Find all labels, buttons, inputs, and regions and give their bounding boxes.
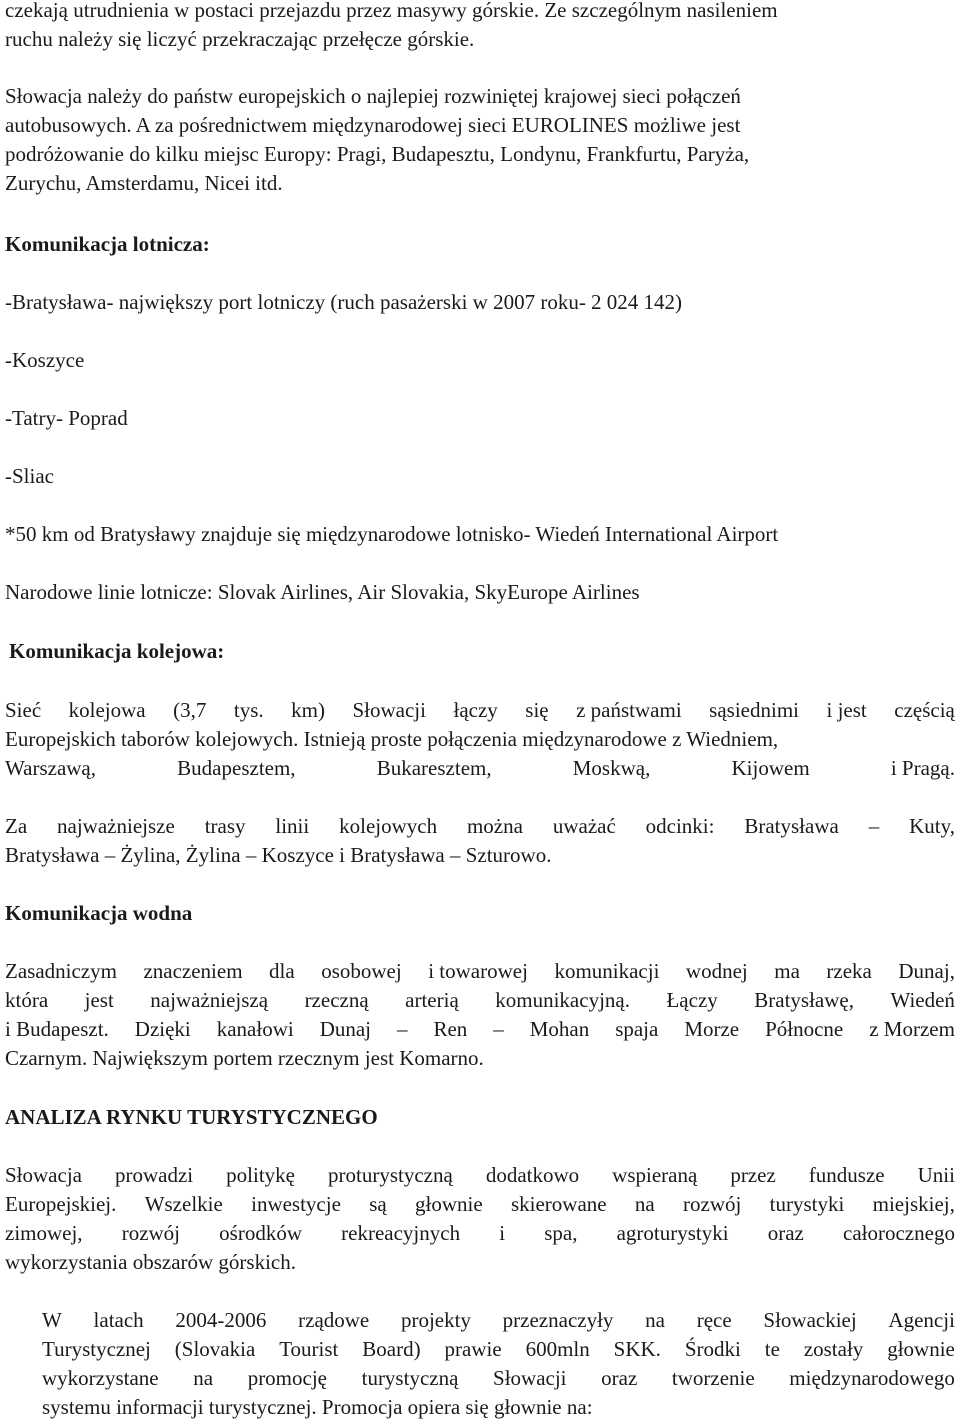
word: kolejowa	[68, 698, 146, 722]
word: Kuty,	[909, 814, 955, 838]
word: uważać	[552, 814, 616, 838]
justified-line	[42, 1306, 955, 1335]
word: na	[634, 1192, 655, 1216]
word: ma	[774, 959, 800, 983]
word: Bratysława	[744, 814, 839, 838]
justified-line	[42, 1364, 955, 1393]
paragraph-rail-network	[5, 696, 955, 783]
word: SKK.	[613, 1337, 661, 1361]
word: Za	[5, 814, 28, 838]
justified-line	[5, 1015, 955, 1044]
word: jest	[84, 988, 114, 1012]
word: zimowej,	[5, 1221, 83, 1245]
word: promocję	[247, 1366, 327, 1390]
word: z Morzem	[869, 1017, 955, 1041]
word: skierowane	[510, 1192, 607, 1216]
word: częścią	[894, 698, 955, 722]
word: i Budapeszt.	[5, 1017, 109, 1041]
word: komunikacji	[554, 959, 660, 983]
word: kolejowych	[339, 814, 438, 838]
word: tworzenie	[671, 1366, 755, 1390]
word: Morze	[684, 1017, 740, 1041]
word: –	[396, 1017, 408, 1041]
word: Słowacja	[5, 1163, 82, 1187]
word: Łączy	[666, 988, 718, 1012]
text-line: Europejskich taborów kolejowych. Istnieją proste połączenia międzynarodowe z Wiedniem,	[5, 727, 779, 751]
text-line: wykorzystania obszarów górskich.	[5, 1250, 297, 1274]
heading-water-transport: Komunikacja wodna	[5, 901, 193, 925]
justified-line	[5, 812, 955, 841]
word: Wiedeń	[890, 988, 955, 1012]
word: Kijowem	[731, 756, 810, 780]
word: turystyczną	[361, 1366, 459, 1390]
heading-rail-transport: Komunikacja kolejowa:	[9, 639, 225, 663]
word: Unii	[917, 1163, 955, 1187]
word: całorocznego	[843, 1221, 955, 1245]
word: odcinki:	[645, 814, 715, 838]
word: z państwami	[576, 698, 682, 722]
text-line: Zurychu, Amsterdamu, Nicei itd.	[5, 171, 283, 195]
word: turystyki	[769, 1192, 845, 1216]
word: przeznaczyły	[502, 1308, 614, 1332]
word: Słowackiej	[763, 1308, 857, 1332]
word: 600mln	[525, 1337, 590, 1361]
word: (3,7	[173, 698, 207, 722]
word: Dzięki	[134, 1017, 191, 1041]
paragraph-water-transport	[5, 957, 955, 1073]
word: rzeczną	[304, 988, 369, 1012]
word: fundusze	[808, 1163, 885, 1187]
text-line: systemu informacji turystycznej. Promocja opiera się głownie na:	[42, 1395, 593, 1419]
word: Turystycznej	[42, 1337, 151, 1361]
word: (Slovakia	[174, 1337, 256, 1361]
word: Bratysławę,	[754, 988, 854, 1012]
word: sąsiednimi	[709, 698, 799, 722]
word: i Pragą.	[890, 756, 955, 780]
word: Tourist	[279, 1337, 339, 1361]
justified-line	[5, 696, 955, 725]
word: projekty	[400, 1308, 471, 1332]
word: miejskiej,	[872, 1192, 955, 1216]
word: i towarowej	[428, 959, 528, 983]
text-line: ruchu należy się liczyć przekraczając przełęcze górskie.	[5, 27, 475, 51]
word: Mohan	[529, 1017, 590, 1041]
justified-line	[5, 986, 955, 1015]
justified-line	[42, 1335, 955, 1364]
list-item: *50 km od Bratysławy znajduje się międzynarodowe lotnisko- Wiedeń International Airport	[5, 522, 779, 546]
word: W	[42, 1308, 62, 1332]
word: rzeka	[826, 959, 872, 983]
word: która	[5, 988, 49, 1012]
word: prowadzi	[115, 1163, 194, 1187]
word: trasy	[204, 814, 246, 838]
word: rekreacyjnych	[341, 1221, 461, 1245]
word: agroturystyki	[616, 1221, 729, 1245]
word: rządowe	[298, 1308, 370, 1332]
text-line: czekają utrudnienia w postaci przejazdu przez masywy górskie. Ze szczególnym nasileniem	[5, 0, 778, 22]
word: politykę	[226, 1163, 295, 1187]
text-line: Bratysława – Żylina, Żylina – Koszyce i Bratysława – Szturowo.	[5, 843, 552, 867]
justified-line	[5, 754, 955, 783]
word: proturystyczną	[328, 1163, 453, 1187]
text-line: Słowacja należy do państw europejskich o najlepiej rozwiniętej krajowej sieci połączeń	[5, 84, 741, 108]
text-line: Czarnym. Największym portem rzecznym jest Komarno.	[5, 1046, 484, 1070]
word: spaja	[615, 1017, 659, 1041]
word: są	[369, 1192, 387, 1216]
paragraph-rail-routes	[5, 812, 955, 870]
word: Budapesztem,	[177, 756, 296, 780]
heading-air-transport: Komunikacja lotnicza:	[5, 232, 210, 256]
justified-line	[5, 1219, 955, 1248]
word: Agencji	[888, 1308, 955, 1332]
word: –	[868, 814, 880, 838]
word: głownie	[415, 1192, 483, 1216]
justified-line	[5, 1190, 955, 1219]
text-line: podróżowanie do kilku miejsc Europy: Pragi, Budapesztu, Londynu, Frankfurtu, Paryża,	[5, 142, 750, 166]
justified-line	[5, 1161, 955, 1190]
word: komunikacyjną.	[495, 988, 630, 1012]
word: wspieraną	[612, 1163, 698, 1187]
word: –	[493, 1017, 504, 1041]
word: Słowacji	[493, 1366, 567, 1390]
word: wykorzystane	[42, 1366, 159, 1390]
word: dla	[269, 959, 295, 983]
word: oraz	[767, 1221, 804, 1245]
word: wodnej	[685, 959, 748, 983]
paragraph-bus-network	[5, 82, 955, 198]
word: Ren	[433, 1017, 468, 1041]
word: kanałowi	[216, 1017, 294, 1041]
word: i jest	[826, 698, 867, 722]
list-item: -Sliac	[5, 464, 54, 488]
heading-market-analysis: ANALIZA RYNKU TURYSTYCZNEGO	[5, 1105, 378, 1129]
word: Bukaresztem,	[376, 756, 492, 780]
word: ośrodków	[219, 1221, 303, 1245]
word: się	[525, 698, 549, 722]
word: Środki	[684, 1337, 741, 1361]
list-item: -Koszyce	[5, 348, 85, 372]
word: głownie	[887, 1337, 955, 1361]
justified-line	[5, 957, 955, 986]
paragraph-tourism-policy	[5, 1161, 955, 1277]
word: rozwój	[683, 1192, 742, 1216]
word: Europejskiej.	[5, 1192, 117, 1216]
list-item: Narodowe linie lotnicze: Slovak Airlines, Air Slovakia, SkyEurope Airlines	[5, 580, 640, 604]
word: prawie	[444, 1337, 502, 1361]
word: Zasadniczym	[5, 959, 117, 983]
word: tys.	[233, 698, 264, 722]
word: km)	[291, 698, 325, 722]
word: Wszelkie	[144, 1192, 223, 1216]
word: linii	[275, 814, 310, 838]
word: Północne	[765, 1017, 844, 1041]
word: Słowacji	[352, 698, 426, 722]
word: Warszawą,	[5, 756, 97, 780]
word: międzynarodowego	[789, 1366, 955, 1390]
word: na	[193, 1366, 214, 1390]
word: można	[466, 814, 523, 838]
word: najważniejsze	[57, 814, 175, 838]
word: przez	[730, 1163, 776, 1187]
word: spa,	[544, 1221, 578, 1245]
text-line: autobusowych. A za pośrednictwem międzynarodowej sieci EUROLINES możliwe jest	[5, 113, 741, 137]
word: znaczeniem	[143, 959, 243, 983]
word: Dunaj,	[898, 959, 955, 983]
word: dodatkowo	[485, 1163, 580, 1187]
word: Sieć	[5, 698, 42, 722]
word: najważniejszą	[150, 988, 269, 1012]
word: na	[645, 1308, 665, 1332]
paragraph-mountain-roads	[5, 0, 955, 54]
list-item: -Tatry- Poprad	[5, 406, 128, 430]
word: łączy	[453, 698, 498, 722]
list-item: -Bratysława- największy port lotniczy (ruch pasażerski w 2007 roku- 2 024 142)	[5, 290, 683, 314]
word: inwestycje	[251, 1192, 341, 1216]
word: rozwój	[121, 1221, 181, 1245]
word: ręce	[696, 1308, 732, 1332]
paragraph-government-projects	[42, 1306, 955, 1422]
word: Board)	[362, 1337, 421, 1361]
word: 2004-2006	[175, 1308, 267, 1332]
word: i	[499, 1221, 506, 1245]
word: osobowej	[321, 959, 402, 983]
word: Dunaj	[319, 1017, 372, 1041]
word: arterią	[405, 988, 459, 1012]
word: latach	[93, 1308, 144, 1332]
word: oraz	[601, 1366, 638, 1390]
word: te	[764, 1337, 780, 1361]
word: zostały	[803, 1337, 864, 1361]
word: Moskwą,	[572, 756, 651, 780]
